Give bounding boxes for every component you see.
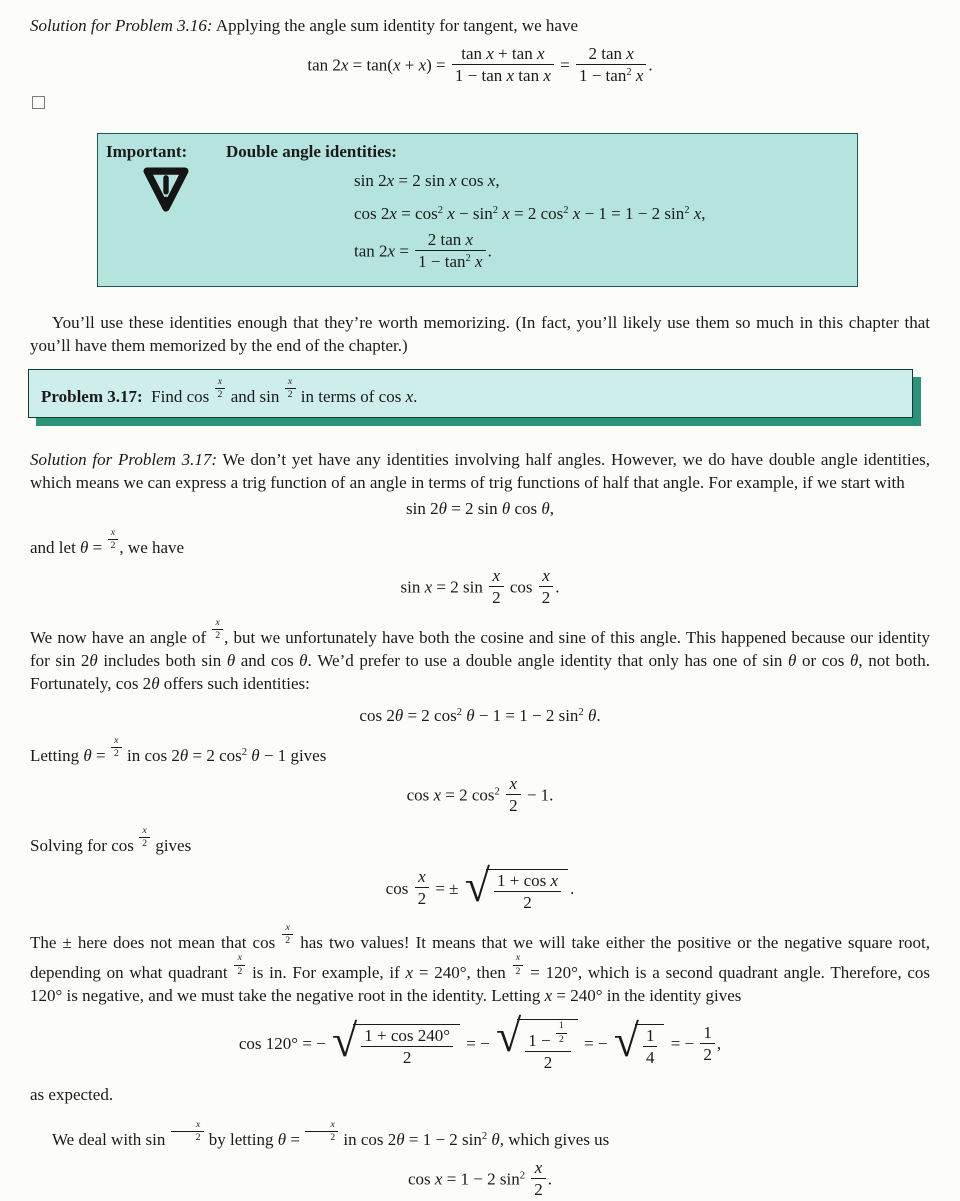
sin-x-half-angle-equation: sin x = 2 sin $\frac{x}{2}$ cos $\frac{x}{2}$ .: [400, 565, 560, 607]
problem-3-17-box: [28, 369, 913, 418]
tan-double-angle-derivation-equation: tan 2x = tan(x + x) = $\frac{\text{tan x + tan x}}{\text{1 − tan x tan x}}$ = $\frac{\text{2 tan x}}{1 - \tan^2 x}$ .: [307, 44, 653, 86]
cos-half-angle-formula-equation: cos $\frac{x}{2}$ = ± √ $\frac{\text{1 + cos x}}{2}$ .: [30, 866, 930, 914]
solution-3-17-text: We don’t yet have any identities involving half angles. However, we do have double angle identities, which means we can express a trig function of an angle in terms of trig functions of half that angle. For example, if we start with: [30, 449, 930, 492]
cos-2theta-identities-equation: cos 2θ = 2 $\cos^2 \theta - 1 = 1 - 2$ $\sin^2 \theta$.: [359, 705, 601, 725]
as-expected-paragraph: as expected.: [30, 1085, 114, 1104]
letting-theta-paragraph: Letting θ = $\frac{x}{2}$ in cos 2θ = 2 $\cos^2 \theta - 1$ gives: [30, 734, 327, 765]
solution-3-16-paragraph: [30, 14, 930, 37]
memorization-note-paragraph: You’ll use these identities enough that they’re worth memorizing. (In fact, you’ll likely use them so much in this chapter that you’ll have them memorized by the end of the chapter.): [30, 313, 930, 356]
cos-double-angle-identity: $\cos 2x = \cos^2 x - \sin^2 x = 2$ $\cos^2 x - 1 = 1 - 2$ $\sin^2 x$,: [354, 204, 706, 224]
problem-3-17-label: Problem 3.17:: [41, 386, 143, 406]
important-label: Important:: [106, 142, 188, 162]
cos-120-example-equation: cos 120° = − √ $\frac{1 + \cos 240^\circ}{2}$ = − √ 1 − $\frac{1}{2}$ 2 = − √ $\frac{1}{4}$ = − $\frac{1}{2}$ ,: [30, 1016, 930, 1074]
double-angle-identities-list: [354, 166, 847, 276]
cos-x-from-double-angle-equation: cos x = 2 $\cos^2$ $\frac{x}{2}$ − 1.: [406, 773, 554, 815]
solution-3-16-text: Applying the angle sum identity for tangent, we have: [212, 16, 579, 35]
tan-double-angle-identity: tan 2x = $\frac{\text{2 tan x}}{1 - \tan^2 x}$ .: [354, 230, 492, 272]
sin-2theta-equation: sin 2θ = 2 sin θ cos θ,: [405, 498, 555, 518]
plus-minus-explanation-paragraph: The ± here does not mean that cos $\frac{x}{2}$ has two values! It means that we will take either the positive or the negative square root, depending on what quadrant $\frac{x}{2}$ is in. For example, if x = 240°, then $\frac{x}{2}$ = 120°, which is a second quadrant angle. Therefore, cos 120° is negative, and we must take the negative root in the identity. Letting x = 240° in the identity gives: [30, 921, 930, 1006]
problem-3-17-statement: Find cos $\frac{x}{2}$ and sin $\frac{x}{2}$ in terms of cos x.: [151, 376, 418, 406]
end-of-proof-square: [32, 96, 45, 109]
we-now-have-paragraph: We now have an angle of $\frac{x}{2}$ , but we unfortunately have both the cosine and sine of this angle. This happened because our identity for sin 2θ includes both sin θ and cos θ. We’d prefer to use a double angle identity that only has one of sin θ or cos θ, not both. Fortunately, cos 2θ offers such identities:: [30, 616, 930, 693]
and-let-theta-paragraph: and let θ = $\frac{x}{2}$ , we have: [30, 527, 185, 557]
important-box: [97, 133, 858, 287]
solution-3-16-label: Solution for Problem 3.16:: [30, 16, 213, 35]
exclamation-warning-icon: [106, 162, 226, 276]
solution-3-17-label: Solution for Problem 3.17:: [30, 449, 218, 469]
solution-3-17-paragraph: [30, 448, 930, 494]
cos-x-one-minus-2sin2-equation: cos x = 1 − 2 $\sin^2$ $\frac{x}{2}$ .: [408, 1157, 552, 1199]
sin-double-angle-identity: sin 2x = 2 sin x cos x,: [354, 171, 500, 191]
solving-for-cos-half-paragraph: Solving for cos $\frac{x}{2}$ gives: [30, 824, 192, 855]
double-angle-identities-title: Double angle identities:: [226, 142, 397, 162]
we-deal-with-sin-paragraph: We deal with sin $\frac{x}{2}$ by letting θ = $\frac{x}{2}$ in cos 2θ = 1 − 2 $\sin^2 \theta$, which gives us: [52, 1119, 610, 1149]
